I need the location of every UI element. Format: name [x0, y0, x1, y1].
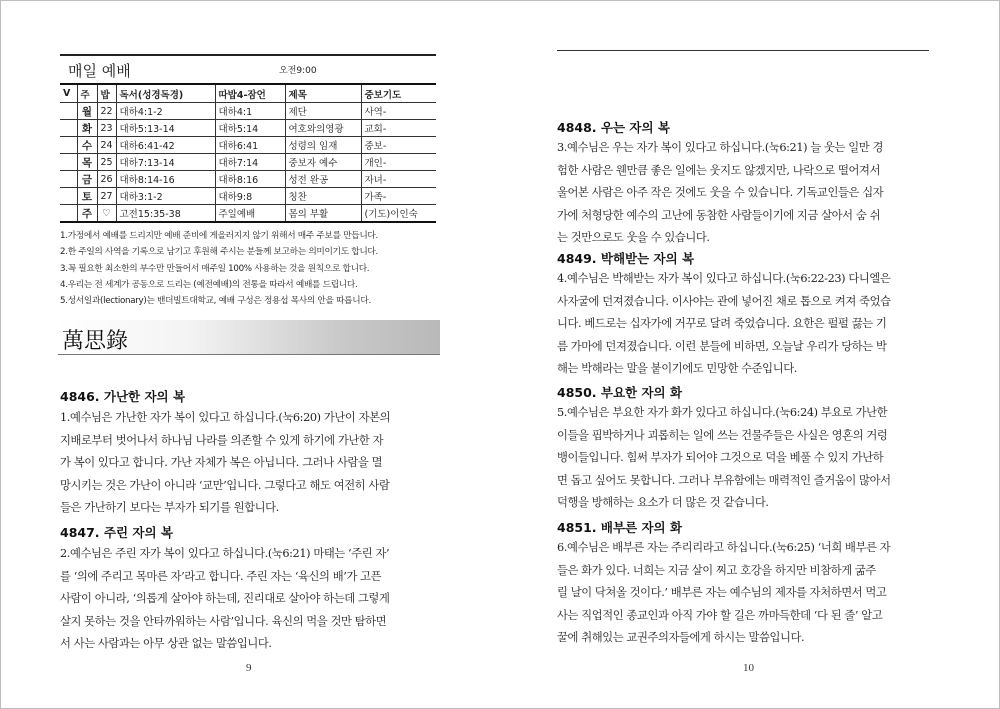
worship-title: 매일 예배: [68, 62, 131, 80]
body-line: 덕행을 방해하는 요소가 더 많은 것 같습니다.: [557, 496, 769, 510]
note-line: 1.가정에서 예배를 드리지만 예배 준비에 게을러지지 않기 위해서 매주 주보를 만듭니다.: [60, 231, 378, 241]
topic-cell: 성령의 임재: [285, 137, 361, 154]
prayer-cell: 사역-: [361, 103, 436, 120]
section-body: [557, 537, 890, 650]
worship-time: 오전9:00: [279, 66, 317, 76]
reading-cell: 대하5:13-14: [116, 120, 215, 137]
note-line: 2.한 주일의 사역을 기록으로 남기고 후원해 주시는 분들께 보고하는 의미이기도 합니다.: [60, 247, 378, 258]
day-cell: 목: [77, 154, 97, 171]
page-number: 9: [246, 662, 252, 674]
col-header: 독서(성경독경): [116, 84, 215, 103]
col-header: 제목: [285, 84, 361, 103]
body-line: 들은 가난하기 보다는 부자가 되기를 원합니다.: [60, 501, 279, 515]
date-cell: 26: [97, 171, 116, 188]
body-line: 지배로부터 벗어나서 하나님 나라를 의존할 수 있게 하기에 가난한 자: [60, 433, 384, 447]
date-cell: 22: [97, 103, 116, 120]
day-cell: 화: [77, 120, 97, 137]
day-cell: 수: [77, 137, 97, 154]
body-line: 릴 날이 닥쳐올 것이다.’ 배부른 자는 예수님의 제자를 자처하면서 먹고: [557, 586, 887, 600]
heart-icon: ♡: [97, 205, 116, 223]
worship-header-rule: [60, 54, 436, 56]
body-line: 살지 못하는 것을 안타까워하는 사람’입니다. 육신의 먹을 것만 탐하면: [60, 614, 387, 628]
day-cell: 주: [77, 205, 97, 223]
topic-cell: 여호와의영광: [285, 120, 361, 137]
header-rule: [557, 50, 929, 51]
body-line: 는 것만으로도 웃을 수 있습니다.: [557, 231, 710, 245]
body-line: 해는 박해라는 말을 붙이기에도 민망한 수준입니다.: [557, 362, 797, 376]
reading-cell: 대하6:41-42: [116, 137, 215, 154]
verse-cell: 대하7:14: [215, 154, 285, 171]
col-header: 중보기도: [361, 84, 436, 103]
table-row: [60, 103, 436, 120]
col-header: 주: [77, 84, 97, 103]
prayer-cell: 자녀-: [361, 171, 436, 188]
body-line: 가에 처형당한 예수의 고난에 동참한 사람들이기에 지금 살아서 숨 쉬: [557, 208, 881, 222]
section-heading: 4846. 가난한 자의 복: [60, 389, 186, 404]
body-line: 망시키는 것은 가난이 아니라 ‘교만’입니다. 그렇다고 해도 여전히 사람: [60, 478, 390, 492]
topic-cell: 제단: [285, 103, 361, 120]
body-line: 사자굴에 던져졌습니다. 이사야는 관에 넣어진 채로 톱으로 켜져 죽었습: [557, 294, 891, 308]
body-line: 름 가마에 던져졌습니다. 이런 분들에 비하면, 오늘날 우리가 당하는 박: [557, 339, 887, 353]
note-line: 5.성서일과(lectionary)는 밴더빌트대학교, 예배 구성은 정용섭 목사의 안을 따릅니다.: [60, 296, 371, 307]
topic-cell: 중보자 예수: [285, 154, 361, 171]
banner-title: 萬思錄: [62, 329, 129, 354]
prayer-cell: (기도)이인숙: [361, 205, 436, 223]
check-cell: [60, 103, 77, 120]
reading-cell: 대하8:14-16: [116, 171, 215, 188]
worship-schedule-table: [60, 83, 436, 223]
date-cell: 23: [97, 120, 116, 137]
body-line: 이들을 핍박하거나 괴롭히는 일에 쓰는 건물주들은 사실은 영혼의 거렁: [557, 428, 888, 442]
note-line: 3.꼭 필요한 최소한의 부수만 만들어서 매주일 100% 사용하는 것을 원칙으로 합니다.: [60, 263, 370, 274]
body-line: 를 ‘의에 주리고 목마른 자’라고 합니다. 주린 자는 ‘육신의 배’가 고픈: [60, 569, 382, 583]
body-line: 6.예수님은 배부른 자는 주리리라고 하십니다.(눅6:25) ‘너희 배부른 자: [557, 541, 891, 554]
body-line: 서 사는 사람과는 아무 상관 없는 말씀입니다.: [60, 637, 272, 651]
col-header: 밥: [97, 84, 116, 103]
section-body: [60, 407, 390, 520]
body-line: 꿀에 취해있는 교권주의자들에게 하시는 말씀입니다.: [557, 631, 805, 645]
check-cell: [60, 120, 77, 137]
table-header-row: [60, 84, 436, 103]
date-cell: 25: [97, 154, 116, 171]
check-cell: [60, 154, 77, 171]
topic-cell: 칭찬: [285, 188, 361, 205]
table-row: [60, 137, 436, 154]
section-heading: 4851. 배부른 자의 화: [557, 520, 683, 535]
body-line: 2.예수님은 주린 자가 복이 있다고 하십니다.(눅6:21) 마태는 ‘주린 자’: [60, 547, 390, 560]
topic-cell: 몸의 부활: [285, 205, 361, 223]
prayer-cell: 개인-: [361, 154, 436, 171]
reading-cell: 대하7:13-14: [116, 154, 215, 171]
check-cell: [60, 205, 77, 223]
prayer-cell: 교회-: [361, 120, 436, 137]
body-line: 1.예수님은 가난한 자가 복이 있다고 하십니다.(눅6:20) 가난이 자본의: [60, 411, 391, 424]
body-line: 면 돕고 싶어도 못합니다. 그러나 부유함에는 매력적인 즐거움이 많아서: [557, 473, 891, 487]
day-cell: 금: [77, 171, 97, 188]
section-heading: 4849. 박해받는 자의 복: [557, 251, 695, 266]
verse-cell: 대하9:8: [215, 188, 285, 205]
body-line: 니다. 베드로는 십자가에 거꾸로 달려 죽었습니다. 요한은 펄펄 끓는 기: [557, 317, 887, 331]
verse-cell: 대하6:41: [215, 137, 285, 154]
topic-cell: 성전 완공: [285, 171, 361, 188]
body-line: 사는 직업적인 종교인과 아직 가야 할 길은 까마득한데 ‘다 된 줄’ 알고: [557, 608, 883, 622]
body-line: 5.예수님은 부요한 자가 화가 있다고 하십니다.(눅6:24) 부요로 가난한: [557, 406, 888, 419]
note-line: 4.우리는 전 세계가 공동으로 드리는 (예전예배)의 전통을 따라서 예배를 드립니다.: [60, 279, 358, 290]
verse-cell: 대하5:14: [215, 120, 285, 137]
body-line: 들은 화가 있다. 너희는 지금 살이 찌고 호강을 하지만 비참하게 굶주: [557, 563, 876, 577]
date-cell: 24: [97, 137, 116, 154]
body-line: 3.예수님은 우는 자가 복이 있다고 하십니다.(눅6:21) 늘 웃는 일만 경: [557, 141, 883, 154]
body-line: 뱅이들입니다. 힘써 부자가 되어야 그것으로 덕을 베풀 수 있지 가난하: [557, 451, 884, 465]
section-heading: 4848. 우는 자의 복: [557, 120, 670, 135]
table-row: [60, 188, 436, 205]
prayer-cell: 중보-: [361, 137, 436, 154]
page-number: 10: [743, 662, 754, 674]
table-row: [60, 154, 436, 171]
section-heading: 4847. 주린 자의 복: [60, 525, 173, 540]
body-line: 가 복이 있다고 합니다. 가난 자체가 복은 아닙니다. 그러나 사람을 멸: [60, 456, 383, 470]
body-line: 사람이 아니라, ‘의롭게 살아야 하는데, 진리대로 살아야 하는데 그렇게: [60, 592, 390, 606]
table-row: [60, 205, 436, 223]
reading-cell: 대하4:1-2: [116, 103, 215, 120]
reading-cell: 대하3:1-2: [116, 188, 215, 205]
check-cell: [60, 171, 77, 188]
verse-cell: 대하8:16: [215, 171, 285, 188]
table-row: [60, 120, 436, 137]
day-cell: 토: [77, 188, 97, 205]
section-body: [557, 402, 891, 515]
body-line: 험한 사람은 웬만큼 좋은 일에는 웃지도 않겠지만, 나락으로 떨어져서: [557, 163, 881, 177]
reading-cell: 고전15:35-38: [116, 205, 215, 223]
table-row: [60, 171, 436, 188]
section-heading: 4850. 부요한 자의 화: [557, 385, 683, 400]
col-header: V: [60, 84, 77, 103]
body-line: 울어본 사람은 아주 작은 것에도 웃을 수 있습니다. 기독교인들은 십자: [557, 186, 884, 200]
date-cell: 27: [97, 188, 116, 205]
section-body: [557, 137, 883, 250]
verse-cell: 대하4:1: [215, 103, 285, 120]
check-cell: [60, 188, 77, 205]
verse-cell: 주일예배: [215, 205, 285, 223]
prayer-cell: 가족-: [361, 188, 436, 205]
col-header: 따밥4-잠언: [215, 84, 285, 103]
worship-notes: [60, 228, 440, 309]
body-line: 4.예수님은 박해받는 자가 복이 있다고 하십니다.(눅6:22-23) 다니엘은: [557, 272, 891, 285]
section-body: [557, 268, 891, 381]
day-cell: 월: [77, 103, 97, 120]
check-cell: [60, 137, 77, 154]
section-body: [60, 543, 389, 656]
